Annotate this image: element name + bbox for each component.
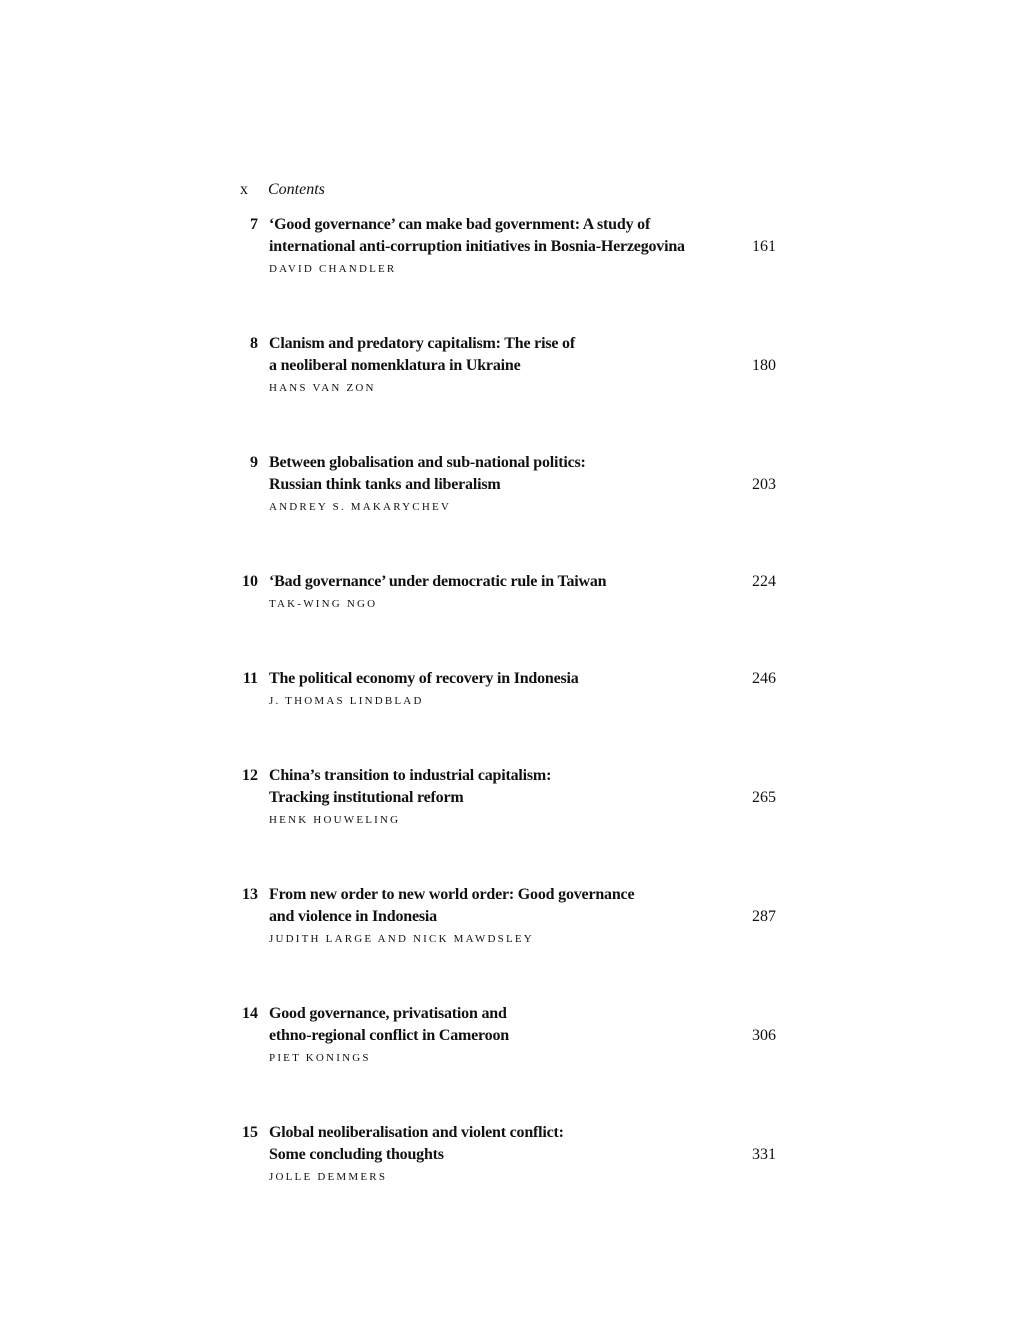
chapter-title-line: China’s transition to industrial capitalism:: [269, 767, 552, 784]
chapter-title-line: and violence in Indonesia: [269, 908, 437, 925]
toc-entry: [226, 884, 786, 949]
chapter-title-line: Good governance, privatisation and: [269, 1005, 507, 1022]
chapter-number: 12: [242, 767, 258, 784]
chapter-author: JOLLE DEMMERS: [269, 1171, 388, 1183]
page-number: 203: [752, 476, 776, 493]
running-head: [240, 180, 325, 200]
page-number: 224: [752, 573, 776, 590]
chapter-title-line: ethno-regional conflict in Cameroon: [269, 1027, 509, 1044]
chapter-title-line: Clanism and predatory capitalism: The rise of: [269, 335, 575, 352]
toc-entry: [226, 452, 786, 517]
chapter-number: 10: [242, 573, 258, 590]
chapter-number: 7: [250, 216, 258, 233]
chapter-author: HANS VAN ZON: [269, 382, 376, 394]
chapter-author: HENK HOUWELING: [269, 814, 401, 826]
page-number: 265: [752, 789, 776, 806]
chapter-author: JUDITH LARGE AND NICK MAWDSLEY: [269, 933, 534, 945]
chapter-title-line: a neoliberal nomenklatura in Ukraine: [269, 357, 521, 374]
chapter-title-line: Some concluding thoughts: [269, 1146, 444, 1163]
chapter-author: J. THOMAS LINDBLAD: [269, 695, 424, 707]
toc-entry: [226, 571, 786, 614]
toc-entry: [226, 668, 786, 711]
chapter-author: ANDREY S. MAKARYCHEV: [269, 501, 452, 513]
chapter-title-line: Tracking institutional reform: [269, 789, 464, 806]
toc-entry: [226, 1122, 786, 1187]
chapter-title-line: ‘Bad governance’ under democratic rule in Taiwan: [269, 573, 607, 590]
page-folio: x: [240, 181, 248, 198]
chapter-number: 15: [242, 1124, 258, 1141]
toc-entry: [226, 1003, 786, 1068]
page-number: 246: [752, 670, 776, 687]
chapter-number: 11: [242, 670, 258, 687]
chapter-title-line: ‘Good governance’ can make bad government: A study of: [269, 216, 651, 233]
page-number: 161: [752, 238, 776, 255]
toc-entry: [226, 214, 786, 279]
page-number: 287: [752, 908, 776, 925]
chapter-title-line: From new order to new world order: Good governance: [269, 886, 635, 903]
chapter-number: 14: [242, 1005, 258, 1022]
toc-entry: [226, 765, 786, 830]
chapter-title-line: Between globalisation and sub-national politics:: [269, 454, 586, 471]
chapter-author: DAVID CHANDLER: [269, 263, 397, 275]
toc-entry: [226, 333, 786, 398]
running-head-section: Contents: [268, 181, 325, 198]
chapter-number: 13: [242, 886, 258, 903]
chapter-number: 9: [250, 454, 258, 471]
page-number: 331: [752, 1146, 776, 1163]
chapter-author: TAK-WING NGO: [269, 598, 378, 610]
chapter-number: 8: [250, 335, 258, 352]
page-number: 180: [752, 357, 776, 374]
chapter-title-line: Global neoliberalisation and violent conflict:: [269, 1124, 564, 1141]
chapter-title-line: Russian think tanks and liberalism: [269, 476, 501, 493]
chapter-author: PIET KONINGS: [269, 1052, 371, 1064]
chapter-title-line: international anti-corruption initiatives in Bosnia-Herzegovina: [269, 238, 685, 255]
table-of-contents: [226, 214, 786, 1241]
page-number: 306: [752, 1027, 776, 1044]
chapter-title-line: The political economy of recovery in Indonesia: [269, 670, 579, 687]
